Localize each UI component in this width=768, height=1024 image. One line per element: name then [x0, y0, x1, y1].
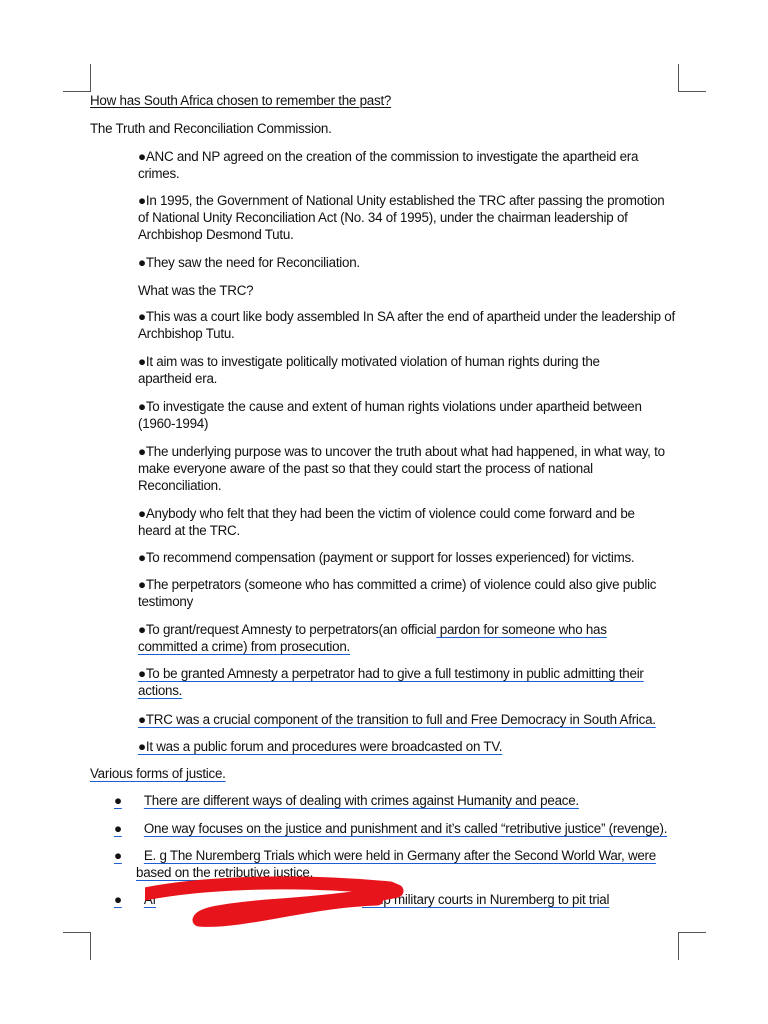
bullet-glyph: ● — [138, 354, 146, 369]
subheading: The Truth and Reconciliation Commission. — [90, 121, 332, 136]
bullet-line: crimes. — [138, 166, 180, 181]
page-heading: How has South Africa chosen to remember the past? — [90, 93, 392, 108]
bullet-line: ●In 1995, the Government of National Unity established the TRC after passing the promotion — [138, 193, 665, 208]
question-heading: What was the TRC? — [138, 283, 254, 298]
bullet-line: ●To recommend compensation (payment or support for losses experienced) for victims. — [138, 550, 635, 565]
bullet-glyph: ● — [138, 149, 146, 164]
bullet-line: Archbishop Desmond Tutu. — [138, 227, 294, 242]
bullet-line: ●They saw the need for Reconciliation. — [138, 255, 360, 270]
bullet-glyph: ● — [138, 506, 146, 521]
bullet-glyph: ● — [138, 577, 146, 592]
bullet-line: ●The underlying purpose was to uncover the truth about what had happened, in what way, to — [138, 444, 665, 459]
redaction-stroke — [145, 883, 397, 921]
crop-mark-top-left — [63, 64, 91, 92]
bullet-line: ●To be granted Amnesty a perpetrator had to give a full testimony in public admitting their — [138, 666, 644, 681]
bullet-glyph: ● — [138, 622, 146, 637]
bullet-glyph: ● — [138, 255, 146, 270]
crop-mark-top-right — [678, 64, 706, 92]
bullet-line: (1960-1994) — [138, 416, 209, 431]
justice-bullet-line-right: et up military courts in Nuremberg to pit trial — [362, 892, 610, 907]
bullet-line: ●To investigate the cause and extent of human rights violations under apartheid between — [138, 399, 642, 414]
bullet-line: ●ANC and NP agreed on the creation of the commission to investigate the apartheid era — [138, 149, 639, 164]
bullet-line: committed a crime) from prosecution. — [138, 639, 351, 654]
bullet-line: ●TRC was a crucial component of the transition to full and Free Democracy in South Africa. — [138, 712, 656, 727]
bullet-glyph: ● — [114, 793, 122, 808]
bullet-glyph: ● — [114, 821, 122, 836]
bullet-line: heard at the TRC. — [138, 523, 240, 538]
crop-mark-bottom-right — [678, 932, 706, 960]
bullet-glyph: ● — [138, 444, 146, 459]
bullet-glyph: ● — [138, 712, 146, 727]
justice-bullet-line: based on the retributive justice. — [136, 865, 314, 880]
bullet-glyph: ● — [138, 193, 146, 208]
underlined-text: pardon for someone who has — [436, 622, 607, 637]
crop-mark-bottom-left — [63, 932, 91, 960]
bullet-glyph: ● — [114, 892, 122, 907]
bullet-line: apartheid era. — [138, 371, 218, 386]
bullet-glyph: ● — [114, 848, 122, 863]
bullet-line: Archbishop Tutu. — [138, 326, 235, 341]
bullet-line: ●Anybody who felt that they had been the victim of violence could come forward and be — [138, 506, 635, 521]
bullet-glyph: ● — [138, 399, 146, 414]
bullet-line: make everyone aware of the past so that they could start the process of national — [138, 461, 593, 476]
justice-bullet-line: ● One way focuses on the justice and punishment and it’s called “retributive justice” (revenge). — [114, 821, 668, 836]
bullet-line: ●This was a court like body assembled In SA after the end of apartheid under the leadership of — [138, 309, 675, 324]
bullet-glyph: ● — [138, 739, 146, 754]
justice-bullet-line-left: ● Af — [114, 892, 156, 907]
bullet-line: Reconciliation. — [138, 478, 222, 493]
section-heading: Various forms of justice. — [90, 766, 226, 781]
bullet-line: ●The perpetrators (someone who has committed a crime) of violence could also give public — [138, 577, 657, 592]
bullet-glyph: ● — [138, 550, 146, 565]
bullet-line: ●To grant/request Amnesty to perpetrators(an official pardon for someone who has — [138, 622, 607, 637]
bullet-line: of National Unity Reconciliation Act (No. 34 of 1995), under the chairman leadership of — [138, 210, 628, 225]
bullet-glyph: ● — [138, 666, 146, 681]
bullet-line: actions. — [138, 683, 183, 698]
bullet-line: ●It was a public forum and procedures were broadcasted on TV. — [138, 739, 503, 754]
justice-bullet-line: ● E. g The Nuremberg Trials which were held in Germany after the Second World War, were — [114, 848, 656, 863]
bullet-glyph: ● — [138, 309, 146, 324]
red-scribble-redaction — [145, 872, 410, 934]
bullet-line: testimony — [138, 594, 194, 609]
justice-bullet-line: ● There are different ways of dealing with crimes against Humanity and peace. — [114, 793, 579, 808]
bullet-line: ●It aim was to investigate politically motivated violation of human rights during the — [138, 354, 600, 369]
